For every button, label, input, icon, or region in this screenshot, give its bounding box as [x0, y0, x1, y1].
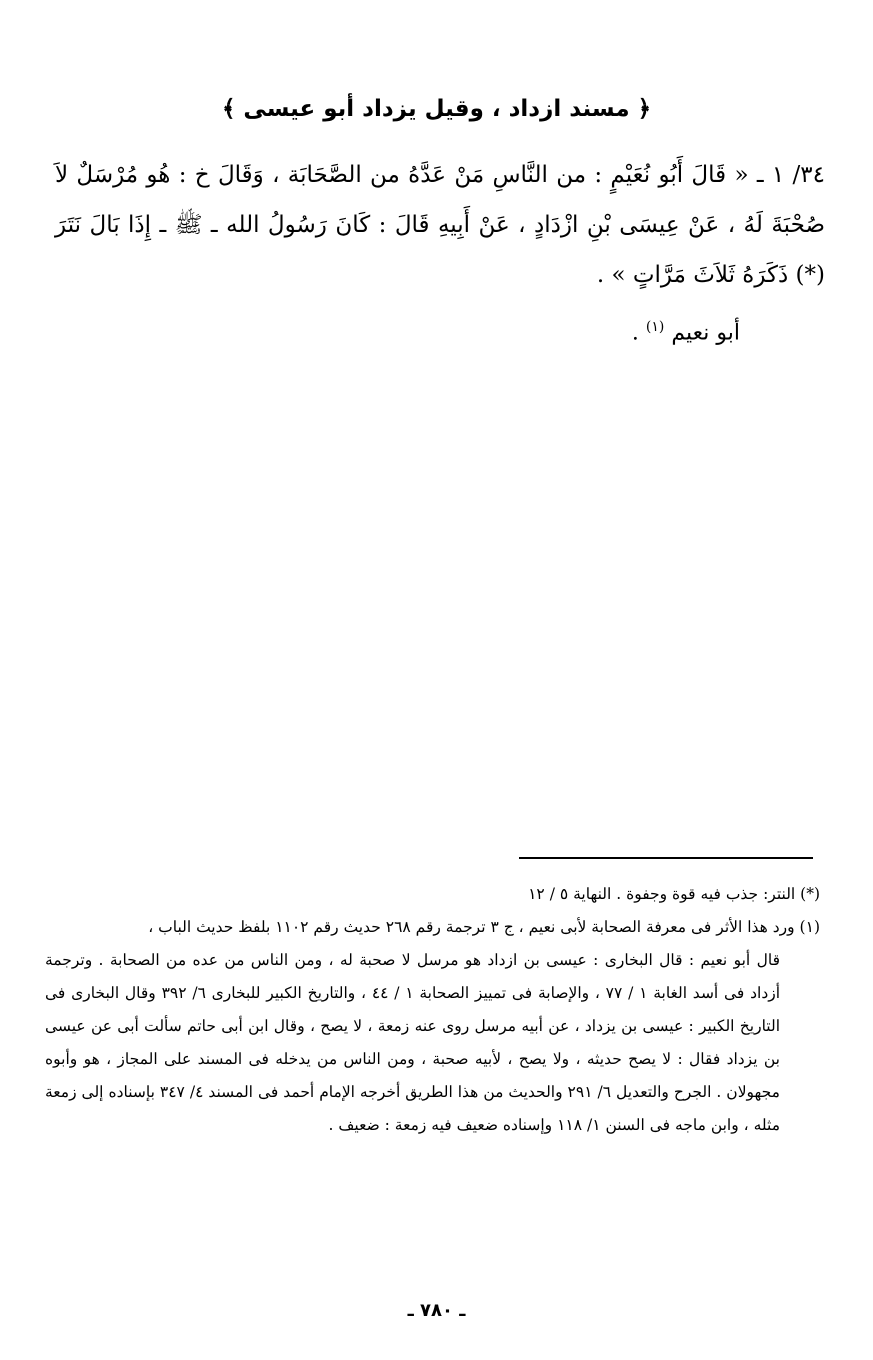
hadith-source-line	[55, 302, 825, 358]
hadith-text: ٣٤/ ١ ـ « قَالَ أَبُو نُعَيْمٍ : من النَّاسِ مَنْ عَدَّهُ من الصَّحَابَة ، وَقَالَ خ : هُو مُرْسَلٌ لاَ صُحْبَةَ لَهُ ، عَنْ عِيسَى بْنِ ازْدَادٍ ، عَنْ أَبِيهِ قَالَ : كَانَ رَسُولُ الله ـ ﷺ ـ إِذَا بَالَ نَتَرَ (*) ذَكَرَهُ ثَلاَثَ مَرَّاتٍ » .	[55, 162, 826, 288]
footnote-1-head: (١) ورد هذا الأثر فى معرفة الصحابة لأبى نعيم ، ج ٣ ترجمة رقم ٢٦٨ حديث رقم ١١٠٢ بلفظ حديث الباب ،	[148, 918, 820, 936]
footnote-star: (*) النتر: جذب فيه قوة وجفوة . النهاية ٥ / ١٢	[528, 885, 820, 903]
footnotes	[45, 878, 820, 1142]
hadith-source-end: .	[631, 320, 639, 346]
chapter-title: ﴿ مسند ازداد ، وقيل يزداد أبو عيسى ﴾	[221, 96, 652, 122]
hadith-block	[55, 150, 825, 358]
footnote-separator	[519, 857, 813, 859]
footnote-reference: (١)	[645, 319, 665, 335]
page-number: ـ ٧٨٠ ـ	[407, 1300, 466, 1321]
hadith-source: أبو نعيم	[671, 320, 740, 346]
footnote-1-body: قال أبو نعيم : قال البخارى : عيسى بن ازداد هو مرسل لا صحبة له ، ومن الناس من عده من الصحابة . وترجمة أزداد فى أسد الغابة ١ / ٧٧ ، والإصابة فى تمييز الصحابة ١ / ٤٤ ، والتاريخ الكبير للبخارى ٦/ ٣٩٢ وقال البخارى فى التاريخ الكبير : عيسى بن يزداد ، عن أبيه مرسل روى عنه زمعة ، لا يصح ، وقال ابن أبى حاتم سألت أبى عن عيسى بن يزداد فقال : لا يصح حديثه ، ولا يصح ، لأبيه صحبة ، ومن الناس من يدخله فى المسند على المجاز ، هو وأبوه مجهولان . الجرح والتعديل ٦/ ٢٩١ والحديث من هذا الطريق أخرجه الإمام أحمد فى المسند ٤/ ٣٤٧ بإسناده إلى زمعة مثله ، وابن ماجه فى السنن ١/ ١١٨ وإسناده ضعيف فيه زمعة : ضعيف .	[45, 951, 781, 1134]
